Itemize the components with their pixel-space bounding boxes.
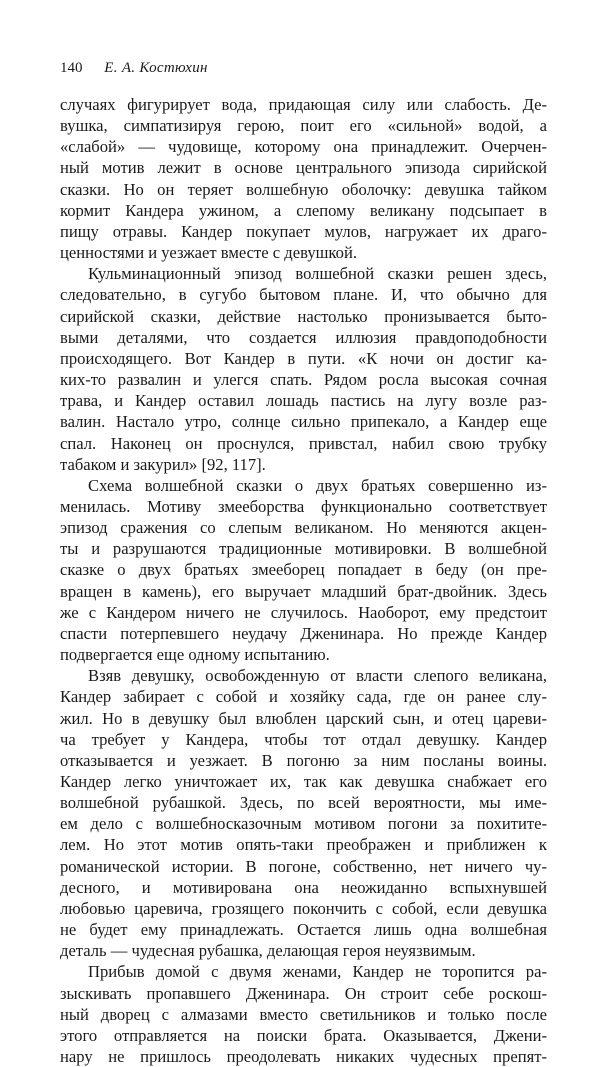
text-line: сирийской сказки, действие настолько пронизывается быто- <box>60 306 547 326</box>
body-text <box>60 94 547 1067</box>
text-line: подвергается еще одному испытанию. <box>60 645 330 665</box>
text-line: ких-то развалин и улегся спать. Рядом росла высокая сочная <box>60 370 547 390</box>
text-line: Кандер легко уничтожает их, так как девушка снабжает его <box>60 772 547 791</box>
text-line: спасти потерпевшего неудачу Дженинара. Но прежде Кандер <box>60 623 547 643</box>
text-line: табаком и закурил» [92, 117]. <box>60 454 266 474</box>
text-line: ный дворец с алмазами вместо светильников и только после <box>60 1004 547 1024</box>
paragraph <box>60 263 547 475</box>
text-line: «слабой» — чудовище, которому она принадлежит. Очерчен- <box>60 137 547 157</box>
text-line: ем дело с волшебносказочным мотивом погони за похитите- <box>60 814 547 834</box>
text-line: этого отправляется на поиски брата. Оказывается, Джени- <box>60 1025 547 1045</box>
text-line: Кандер забирает с собой и хозяйку сада, где он ранее слу- <box>60 687 547 707</box>
running-head <box>60 58 547 78</box>
text-line: эпизод сражения со слепым великаном. Но меняются акцен- <box>60 518 547 538</box>
paragraph <box>60 94 547 263</box>
text-line: любовью царевича, грозящего покончить с собой, если девушка <box>60 898 547 918</box>
text-line: десного, и мотивирована она неожиданно вспыхнувшей <box>60 877 547 897</box>
text-line: выми деталями, что создается иллюзия правдоподобности <box>60 327 547 347</box>
text-line: кормит Кандера ужином, а слепому великану подсыпает в <box>60 200 547 220</box>
running-head-author: Е. А. Костюхин <box>104 60 208 76</box>
text-line: сказки. Но он теряет волшебную оболочку: девушка тайком <box>60 179 547 199</box>
text-line: пищу отравы. Кандер покупает мулов, нагружает их драго- <box>60 221 547 241</box>
text-line: ценностями и уезжает вместе с девушкой. <box>60 243 357 263</box>
text-line: вращен в камень), его выручает младший брат-двойник. Здесь <box>60 581 547 601</box>
text-line: ты и разрушаются традиционные мотивировки. В волшебной <box>60 539 547 559</box>
text-line: валин. Настало утро, солнце сильно припекало, а Кандер еще <box>60 412 547 432</box>
paragraph <box>60 665 547 961</box>
text-line: следовательно, в сугубо бытовом плане. И, что обычно для <box>60 285 547 305</box>
text-line: романической истории. В погоне, собственно, нет ничего чу- <box>60 856 547 876</box>
paragraph <box>60 475 547 665</box>
paragraph <box>60 961 547 1067</box>
text-line: деталь — чудесная рубашка, делающая героя неуязвимым. <box>60 941 476 961</box>
book-page <box>60 58 547 1067</box>
text-line: трава, и Кандер оставил лошадь пастись на лугу возле раз- <box>60 391 547 411</box>
text-line: Схема волшебной сказки о двух братьях совершенно из- <box>88 475 547 495</box>
text-line: случаях фигурирует вода, придающая силу или слабость. Де- <box>60 95 547 114</box>
text-line: сказке о двух братьях змееборец попадает в беду (он пре- <box>60 560 547 580</box>
text-line: менилась. Мотиву змееборства функционально соответствует <box>60 496 547 516</box>
text-line: спал. Наконец он проснулся, привстал, набил свою трубку <box>60 433 547 453</box>
page-number: 140 <box>60 60 83 76</box>
text-line: волшебной рубашкой. Здесь, по всей вероятности, мы име- <box>60 793 547 813</box>
text-line: Кульминационный эпизод волшебной сказки решен здесь, <box>88 264 547 284</box>
text-line: Взяв девушку, освобожденную от власти слепого великана, <box>88 666 547 686</box>
text-line: ный мотив лежит в основе центрального эпизода сирийской <box>60 158 547 178</box>
text-line: лем. Но этот мотив опять-таки преображен и приближен к <box>60 835 547 855</box>
text-line: отказывается и уезжает. В погоню за ним посланы воины. <box>60 750 547 770</box>
text-line: вушка, симпатизируя герою, поит его «сильной» водой, а <box>60 116 547 136</box>
text-line: жил. Но в девушку был влюблен царский сын, и отец цареви- <box>60 708 547 728</box>
text-line: Прибыв домой с двумя женами, Кандер не торопится ра- <box>88 962 547 982</box>
text-line: зыскивать пропавшего Дженинара. Он строит себе роскош- <box>60 983 547 1003</box>
text-line: ча требует у Кандера, чтобы тот отдал девушку. Кандер <box>60 729 547 749</box>
text-line: нару не пришлось преодолевать никаких чудесных препят- <box>60 1047 547 1067</box>
text-line: происходящего. Вот Кандер в пути. «К ночи он достиг ка- <box>60 348 547 368</box>
text-line: не будет ему принадлежать. Остается лишь одна волшебная <box>60 920 547 940</box>
text-line: же с Кандером ничего не случилось. Наоборот, ему предстоит <box>60 602 547 622</box>
